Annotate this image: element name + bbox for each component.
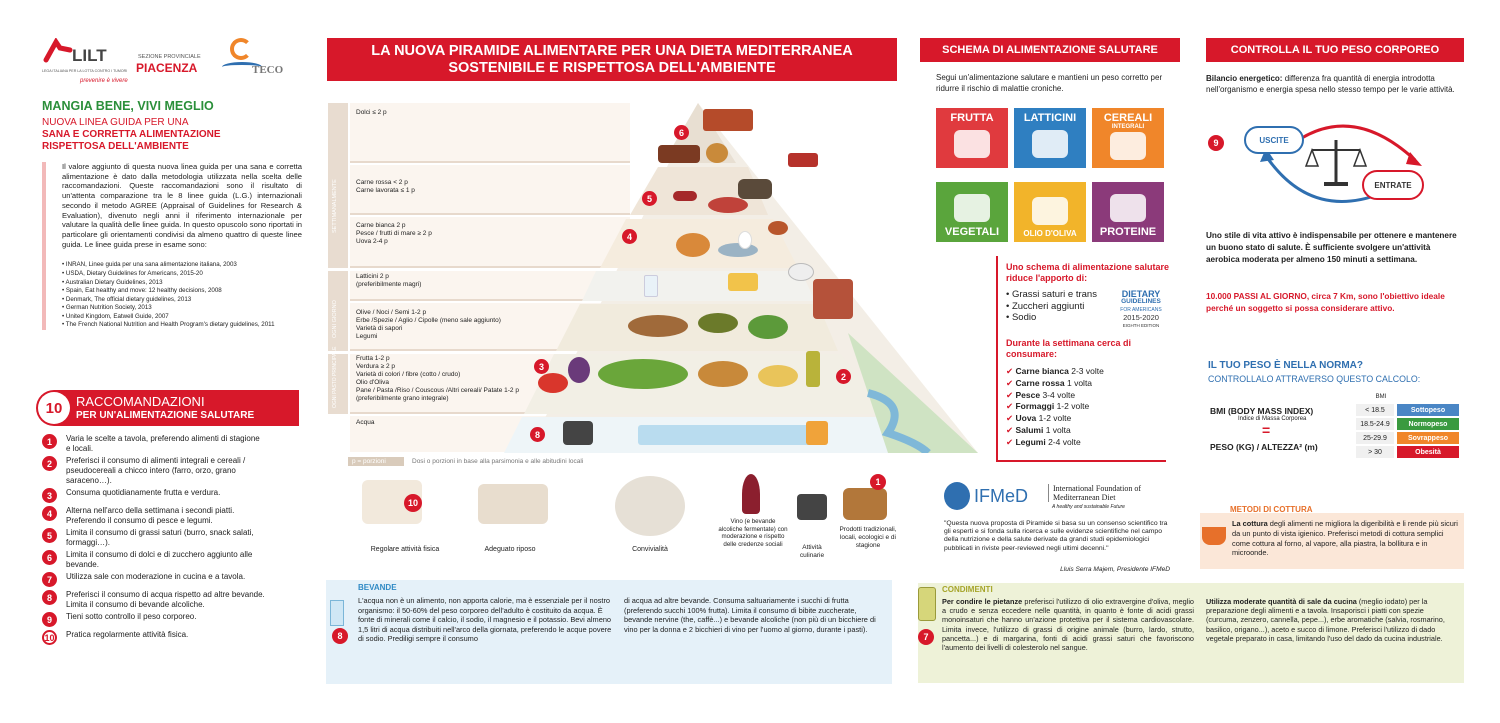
- lilt-logo: [42, 38, 212, 88]
- recommendation-item: [42, 488, 292, 503]
- market-icon: [813, 279, 853, 319]
- cake-icon: [658, 145, 700, 163]
- bmi-range: 25-29.9: [1356, 432, 1394, 444]
- pyramid-badge-2: 2: [836, 369, 851, 384]
- cooking-pan-icon: [1202, 527, 1226, 545]
- vegetables-icon: [954, 194, 990, 222]
- week-item-frequency: 3-4 volte: [1040, 389, 1076, 400]
- sheep-icon: [788, 263, 814, 281]
- passi-text: 10.000 PASSI AL GIORNO, circa 7 Km, sono l'obiettivo ideale perché un soggetto si possa considerare attivo.: [1206, 291, 1445, 313]
- left-title: MANGIA BENE, VIVI MEGLIO: [42, 99, 214, 113]
- lifestyle-label-cooking: Attività culinarie: [799, 544, 825, 559]
- check-icon: ✔: [1006, 401, 1016, 412]
- bmi-row: [1356, 404, 1460, 416]
- week-item-food: Uova: [1015, 413, 1037, 424]
- condimenti-col1-bold: Per condire le pietanze: [942, 597, 1023, 606]
- dietary-logo-line1: DIETARY: [1121, 289, 1161, 299]
- beans-icon: [768, 221, 788, 235]
- schema-title: SCHEMA DI ALIMENTAZIONE SALUTARE: [920, 38, 1180, 62]
- guide-item: • USDA, Dietary Guidelines for Americans, 2015-20: [62, 270, 302, 279]
- uscite-label: USCITE: [1244, 126, 1304, 154]
- lifestyle-label-wine: Vino (e bevande alcoliche fermentate) con moderazione e rispetto delle credenze sociali: [718, 518, 788, 548]
- glass-icon: [330, 600, 344, 626]
- recommendation-text: Preferisci il consumo di alimenti integrali e cereali / pseudocereali a chicco intero (farro, orzo, grano saraceno…).: [66, 456, 246, 485]
- basket-icon: [843, 488, 887, 520]
- recommendation-text: Alterna nell'arco della settimana i secondi piatti. Preferendo il consumo di pesce e legumi.: [66, 506, 235, 525]
- factory-icon: [703, 109, 753, 131]
- bevande-panel: [326, 580, 892, 684]
- ifmed-quote: "Questa nuova proposta di Piramide si basa su un consenso scientifico tra gli esperti e si fonda sulla ricerca e sulle evidenze scientifiche nel campo della nutrizione e della salute derivate da grandi studi epidemiologici pubblicati in riviste peer-reviewed negli ultimi decenni.": [944, 520, 1168, 552]
- week-item-food: Pesce: [1015, 389, 1041, 400]
- week-item-food: Carne rossa: [1015, 377, 1065, 388]
- recommendation-item: [42, 528, 292, 548]
- table-icon: [615, 476, 685, 536]
- check-icon: ✔: [1006, 413, 1016, 424]
- chicken-icon: [676, 233, 710, 257]
- truck-icon: [788, 153, 818, 167]
- dietary-logo-line3: FOR AMERICANS: [1120, 307, 1162, 313]
- reduce-title: Uno schema di alimentazione salutare riduce l'apporto di:: [1006, 262, 1170, 283]
- level-label-sweets: Dolci ≤ 2 p: [356, 109, 387, 116]
- bevande-title: BEVANDE: [358, 583, 397, 592]
- lilt-subtext: LEGA ITALIANA PER LA LOTTA CONTRO I TUMORI: [42, 69, 128, 73]
- ifmed-full: International Foundation of Mediterranean Diet: [1048, 484, 1168, 502]
- recommendation-item: [42, 456, 292, 486]
- week-item-food: Legumi: [1015, 436, 1046, 447]
- check-icon: ✔: [1006, 436, 1016, 447]
- lifestyle-label-convivial: Convivialità: [632, 546, 668, 553]
- portion-legend-key: p = porzioni: [348, 457, 404, 466]
- week-item-frequency: 1-2 volte: [1036, 413, 1072, 424]
- ifmed-name: IFMeD: [974, 486, 1028, 506]
- bevande-text-col1: L'acqua non è un alimento, non apporta calorie, ma è essenziale per il nostro organismo: il 50-60% del peso corporeo dell'adulto è costituito da acqua. È fonte di minerali come il calcio, il sodio, il magnesio e il potassio. Bevi almeno 1,5 litri di acqua distribuiti nell'arco della giornata, preferendo le acque povere di sodio. Prediligi sempre il consumo: [358, 596, 612, 643]
- week-item-food: Formaggi: [1015, 401, 1055, 412]
- schema-cell-vegetali: [936, 182, 1008, 242]
- level-label-water: Acqua: [356, 419, 375, 426]
- bmi-table: [1356, 404, 1460, 460]
- ifmed-quote-author: Lluis Serra Majem, Presidente IFMeD: [1060, 566, 1170, 573]
- recommendation-text: Varia le scelte a tavola, preferendo alimenti di stagione e locali.: [66, 434, 260, 453]
- lilt-mark-icon: [42, 38, 74, 64]
- schema-intro: Segui un'alimentazione salutare e mantieni un peso corretto per ridurre il rischio di malattie croniche.: [936, 73, 1163, 93]
- cottura-panel: [1200, 505, 1464, 569]
- bilancio-text: [1206, 74, 1464, 95]
- week-item-frequency: 1 volta: [1064, 377, 1093, 388]
- schema-cell-olio: [1014, 182, 1086, 242]
- guide-item: • Spain, Eat healthy and move: 12 healthy decisions, 2008: [62, 287, 302, 296]
- recommendation-text: Limita il consumo di grassi saturi (burro, snack salati, formaggi…).: [66, 528, 254, 547]
- recommendation-number: 1: [42, 434, 57, 449]
- cheese-icon: [728, 273, 758, 291]
- norma-title: IL TUO PESO È NELLA NORMA?: [1208, 360, 1364, 371]
- tap-icon: [563, 421, 593, 445]
- level-label-dairy: Latticini 2 p (preferibilmente magri): [356, 273, 422, 288]
- recommendation-text: Utilizza sale con moderazione in cucina e a tavola.: [66, 572, 246, 581]
- schema-cell-frutta: [936, 108, 1008, 168]
- rec-header: [36, 390, 299, 426]
- cell-sublabel: INTEGRALI: [1111, 124, 1145, 130]
- week-list: [1006, 366, 1156, 449]
- bevande-badge: 8: [332, 628, 348, 644]
- rec-subtitle: PER UN'ALIMENTAZIONE SALUTARE: [76, 410, 255, 421]
- week-item: [1006, 390, 1156, 402]
- recommendation-number: 8: [42, 590, 57, 605]
- dietary-logo-line2: GUIDELINES: [1121, 298, 1161, 305]
- oil-bottle-icon: [1032, 197, 1068, 225]
- recommendations-list: [42, 434, 292, 648]
- cottura-bold: La cottura: [1232, 519, 1268, 528]
- recommendation-item: [42, 434, 292, 454]
- cow-icon: [738, 179, 772, 199]
- week-item: [1006, 401, 1156, 413]
- piacenza-label: PIACENZA: [136, 61, 198, 75]
- side-label-week: SETTIMANALMENTE: [332, 179, 338, 233]
- rec-number-badge: 10: [38, 392, 70, 424]
- recommendation-number: 6: [42, 550, 57, 565]
- ifmed-logo: [944, 480, 1174, 514]
- grain-icon: [1110, 132, 1146, 160]
- lifestyle-label-activity: Regolare attività fisica: [370, 546, 440, 553]
- fish-icon: [718, 243, 758, 257]
- recommendation-item: [42, 590, 292, 610]
- lifestyle-row: [360, 474, 900, 564]
- lifestyle-badge-10: 10: [404, 494, 422, 512]
- sausage-icon: [673, 191, 697, 201]
- intro-block: [42, 162, 302, 330]
- schema-cell-latticini: [1014, 108, 1086, 168]
- guides-list: [62, 261, 302, 330]
- cottura-body: degli alimenti ne migliora la digeribilità e li rende più sicuri da un punto di vista igienico. Preferisci metodi di cottura semplici come cottura al forno, al vapore, alla piastra, la bollitura e in microonde.: [1232, 519, 1458, 558]
- pyramid-badge-4: 4: [622, 229, 637, 244]
- sezione-label: SEZIONE PROVINCIALE: [138, 54, 201, 60]
- recommendation-number: 3: [42, 488, 57, 503]
- bmi-category: Normopeso: [1397, 418, 1459, 430]
- bmi-range: > 30: [1356, 446, 1394, 458]
- pyramid-badge-6: 6: [674, 125, 689, 140]
- lifestyle-label-rest: Adeguato riposo: [484, 546, 536, 553]
- condimenti-badge: 7: [918, 629, 934, 645]
- level-label-white-meat: Carne bianca 2 p Pesce / frutti di mare ≥ 2 p Uova 2-4 p: [356, 222, 432, 245]
- teco-wordmark: TECO: [252, 64, 284, 76]
- check-icon: ✔: [1006, 424, 1016, 435]
- bmi-equals: =: [1262, 422, 1271, 438]
- pyramid-badge-3: 3: [534, 359, 549, 374]
- pyramid-side-panel: [328, 103, 978, 463]
- bread-icon: [698, 361, 748, 387]
- bilancio-bold: Bilancio energetico:: [1206, 74, 1283, 83]
- week-item: [1006, 425, 1156, 437]
- rec-title: RACCOMANDAZIONI: [76, 394, 205, 409]
- olives-icon: [698, 313, 738, 333]
- grapes-icon: [568, 357, 590, 383]
- reduce-list: [1006, 289, 1116, 324]
- week-item: [1006, 413, 1156, 425]
- pasta-icon: [758, 365, 798, 387]
- left-subtitle: NUOVA LINEA GUIDA PER UNA: [42, 117, 189, 128]
- steak-icon: [708, 197, 748, 213]
- cell-label: LATTICINI: [1023, 112, 1077, 124]
- week-item-food: Carne bianca: [1015, 366, 1069, 376]
- water-glasses-icon: [638, 425, 818, 445]
- level-label-fruit: Frutta 1-2 p Verdura ≥ 2 p Varietà di colori / fibre (cotto / crudo) Olio d'Oliva Pane / Pasta /Riso / Couscous /Altri cereali/ Patate 1-2 p (preferibilmente grano integrale): [356, 355, 519, 402]
- teco-logo: [216, 38, 292, 90]
- schema-grid: [936, 108, 1166, 248]
- cell-label: OLIO D'OLIVA: [1023, 229, 1077, 238]
- condimenti-col2-bold: Utilizza moderate quantità di sale da cucina: [1206, 597, 1357, 606]
- oil-jar-icon: [918, 587, 936, 621]
- reduce-item: • Sodio: [1006, 312, 1037, 323]
- cottura-title: METODI DI COTTURA: [1230, 505, 1313, 514]
- recommendation-number: 4: [42, 506, 57, 521]
- bmi-category: Obesità: [1397, 446, 1459, 458]
- teco-swirl-icon: [230, 38, 252, 60]
- entrate-label: ENTRATE: [1362, 170, 1424, 200]
- check-icon: ✔: [1006, 377, 1016, 388]
- check-icon: ✔: [1006, 366, 1016, 376]
- bevande-text-col2: di acqua ad altre bevande. Consuma saltuariamente i succhi di frutta (preferendo succhi 100% frutta). Limita il consumo di bibite zuccherate, bevande nervine (the, caffè...) e bevande alcoliche (non più di un bicchiere di vino per la donna e 2 bicchieri di vino per l'uomo al giorno, durante i pasti).: [624, 596, 876, 634]
- guide-item: • The French National Nutrition and Health Program's dietary guidelines, 2011: [62, 321, 302, 330]
- level-label-meat: Carne rossa < 2 p Carne lavorata ≤ 1 p: [356, 179, 415, 194]
- recommendation-text: Pratica regolarmente attività fisica.: [66, 630, 189, 639]
- portion-legend-text: Dosi o porzioni in base alla parsimonia e alle abitudini locali: [412, 457, 584, 465]
- intro-text: Il valore aggiunto di questa nuova linea guida per una sana e corretta alimentazione è dato dalla metodologia utilizzata nella scelta delle raccomandazioni. Queste raccomandazioni sono il risultato di un'attenta comparazione tra le 8 linee guida (L.G.) internazionali secondo il metodo AGREE (Appraisal of Guidelines for Research & Evaluation), divenuto negli anni il riferimento internazionale per valutare la qualità delle linee guida. In questo opuscolo sono riportati in particolare gli orientamenti condivisi da almeno quattro di queste linee guida. Le linee guida prese in esame sono:: [62, 162, 302, 249]
- nuts-icon: [628, 315, 688, 337]
- bmi-sublabel: Indice di Massa Corporea: [1238, 416, 1307, 422]
- guide-item: • German Nutrition Society, 2013: [62, 304, 302, 313]
- level-label-olives: Olive / Noci / Semi 1-2 p Erbe /Spezie / Aglio / Cipolle (meno sale aggiunto) Varietà di sapori Legumi: [356, 309, 501, 340]
- week-item: [1006, 366, 1156, 378]
- recommendation-number: 10: [42, 630, 57, 645]
- recommendation-item: [42, 630, 292, 645]
- week-title: Durante la settimana cerca di consumare:: [1006, 338, 1132, 359]
- condimenti-col1-text: preferisci l'utilizzo di olio extravergine d'oliva, meglio a crudo e senza eccedere nelle quantità, in quanto è fonte di acidi grassi monoinsaturi che hanno un'azione protettiva per il sistema cardiovascolare. Limita invece, l'utilizzo di grassi di origine animale (burro, lardo, strutto, pancetta...) e di margarina, fonti di acidi grassi saturi che favoriscono l'aumento dei livelli di colesterolo nel sangue.: [942, 597, 1194, 653]
- week-item-frequency: 2-3 volte: [1068, 366, 1104, 376]
- cell-label: PROTEINE: [1099, 226, 1157, 238]
- recommendation-item: [42, 506, 292, 526]
- guide-item: • United Kingdom, Eatwell Guide, 2007: [62, 313, 302, 322]
- cottura-text: [1232, 519, 1460, 558]
- recommendation-text: Limita il consumo di dolci e di zucchero aggiunto alle bevande.: [66, 550, 253, 569]
- bmi-category: Sottopeso: [1397, 404, 1459, 416]
- condimenti-panel: [918, 583, 1464, 683]
- recommendation-text: Consuma quotidianamente frutta e verdura.: [66, 488, 221, 497]
- vegetables-icon: [598, 359, 688, 389]
- dietary-guidelines-logo: [1116, 290, 1166, 330]
- guide-item: • Australian Dietary Guidelines, 2013: [62, 279, 302, 288]
- bilancio-body: differenza fra quantità di energia introdotta nell'organismo e energia spesa nello stesso tempo per le varie attività.: [1206, 74, 1455, 94]
- oil-bottle-icon: [806, 351, 820, 387]
- schema-cell-cereali: [1092, 108, 1164, 168]
- portion-legend: [348, 455, 908, 467]
- milk-icon: [644, 275, 658, 297]
- check-icon: ✔: [1006, 389, 1016, 400]
- reduce-item: • Zuccheri aggiunti: [1006, 300, 1085, 312]
- week-item-frequency: 1 volta: [1043, 424, 1071, 435]
- dietary-logo-years: 2015-2020: [1123, 313, 1159, 322]
- bmi-row: [1356, 446, 1460, 458]
- pyramid-badge-5: 5: [642, 191, 657, 206]
- bmi-formula: PESO (KG) / ALTEZZA² (m): [1210, 442, 1318, 452]
- side-label-day: OGNI GIORNO: [332, 300, 338, 338]
- herbs-icon: [748, 315, 788, 339]
- lilt-wordmark: LILT: [72, 46, 107, 65]
- peso-badge: 9: [1208, 135, 1224, 151]
- recommendation-item: [42, 612, 292, 627]
- bmi-range: 18.5-24.9: [1356, 418, 1394, 430]
- wine-glass-icon: [742, 474, 760, 514]
- dietary-logo-edition: EIGHTH EDITION: [1122, 323, 1160, 328]
- recommendation-text: Preferisci il consumo di acqua rispetto ad altre bevande. Limita il consumo di bevande alcoliche.: [66, 590, 265, 609]
- egg-icon: [738, 231, 752, 249]
- recommendation-number: 5: [42, 528, 57, 543]
- cooking-pot-icon: [797, 494, 827, 520]
- recommendation-item: [42, 550, 292, 570]
- bmi-table-head: BMI: [1375, 394, 1387, 400]
- recommendation-number: 2: [42, 456, 57, 471]
- bmi-row: [1356, 418, 1460, 430]
- bmi-label: BMI (BODY MASS INDEX): [1210, 406, 1314, 416]
- week-item: [1006, 378, 1156, 390]
- recommendation-number: 9: [42, 612, 57, 627]
- left-subtitle-bold: SANA E CORRETTA ALIMENTAZIONE RISPETTOSA DELL'AMBIENTE: [42, 129, 221, 152]
- cell-label: VEGETALI: [944, 226, 1000, 238]
- bmi-range: < 18.5: [1356, 404, 1394, 416]
- stile-text: Uno stile di vita attivo è indispensabile per ottenere e mantenere un buono stato di salute. È sufficiente svolgere un'attività aerobica moderata per almeno 150 minuti a settimana.: [1206, 231, 1457, 264]
- energy-balance-diagram: [1230, 110, 1470, 210]
- muffin-icon: [706, 143, 728, 163]
- lilt-motto: prevenire è vivere: [80, 78, 128, 84]
- bmi-category: Sovrappeso: [1397, 432, 1459, 444]
- guide-item: • INRAN, Linee guida per una sana alimentazione italiana, 2003: [62, 261, 302, 270]
- condimenti-text-col1: [942, 597, 1194, 652]
- ifmed-tag: A healthy and sustainable Future: [1052, 504, 1125, 510]
- recommendation-text: Tieni sotto controllo il peso corporeo.: [66, 612, 197, 621]
- week-item: [1006, 437, 1156, 449]
- pyramid-badge-8: 8: [530, 427, 545, 442]
- ifmed-tree-icon: [944, 482, 970, 510]
- cell-label: FRUTTA: [950, 112, 994, 124]
- peso-title: CONTROLLA IL TUO PESO CORPOREO: [1206, 38, 1464, 62]
- reduce-item: • Grassi saturi e trans: [1006, 289, 1097, 300]
- protein-icon: [1110, 194, 1146, 222]
- week-item-frequency: 1-2 volte: [1054, 401, 1090, 412]
- juice-icon: [806, 421, 828, 445]
- recommendation-item: [42, 572, 292, 587]
- condimenti-text-col2: [1206, 597, 1458, 643]
- cell-label: CEREALI: [1103, 112, 1153, 124]
- hammock-icon: [478, 484, 548, 524]
- week-item-food: Salumi: [1015, 424, 1044, 435]
- recommendation-number: 7: [42, 572, 57, 587]
- pyramid-title: LA NUOVA PIRAMIDE ALIMENTARE PER UNA DIETA MEDITERRANEA SOSTENIBILE E RISPETTOSA DELL'AMBIENTE: [327, 38, 897, 81]
- condimenti-col2-text: (meglio iodato) per la preparazione degli alimenti e a tavola. Insaporisci i piatti con spezie (curcuma, zenzero, cannella, pepe...), erbe aromatiche (salvia, rosmarino, basilico, origano...), aceto e succo di limone. Preferisci l'utilizzo di dado vegetale preparato in casa, limitando l'uso del dado da cucina industriale.: [1206, 597, 1445, 643]
- condimenti-title: CONDIMENTI: [942, 585, 993, 594]
- week-item-frequency: 2-4 volte: [1045, 436, 1081, 447]
- milk-icon: [1032, 130, 1068, 158]
- lifestyle-badge-1: 1: [870, 474, 886, 490]
- lifestyle-label-products: Prodotti tradizionali, locali, ecologici e di stagione: [839, 526, 897, 549]
- bmi-row: [1356, 432, 1460, 444]
- fruit-icon: [954, 130, 990, 158]
- watermelon-icon: [538, 373, 568, 393]
- guide-item: • Denmark, The official dietary guidelines, 2013: [62, 296, 302, 305]
- side-label-meal: OGNI PASTO PRINCIPALE: [332, 346, 338, 408]
- schema-cell-proteine: [1092, 182, 1164, 242]
- norma-subtitle: CONTROLLALO ATTRAVERSO QUESTO CALCOLO:: [1208, 374, 1421, 384]
